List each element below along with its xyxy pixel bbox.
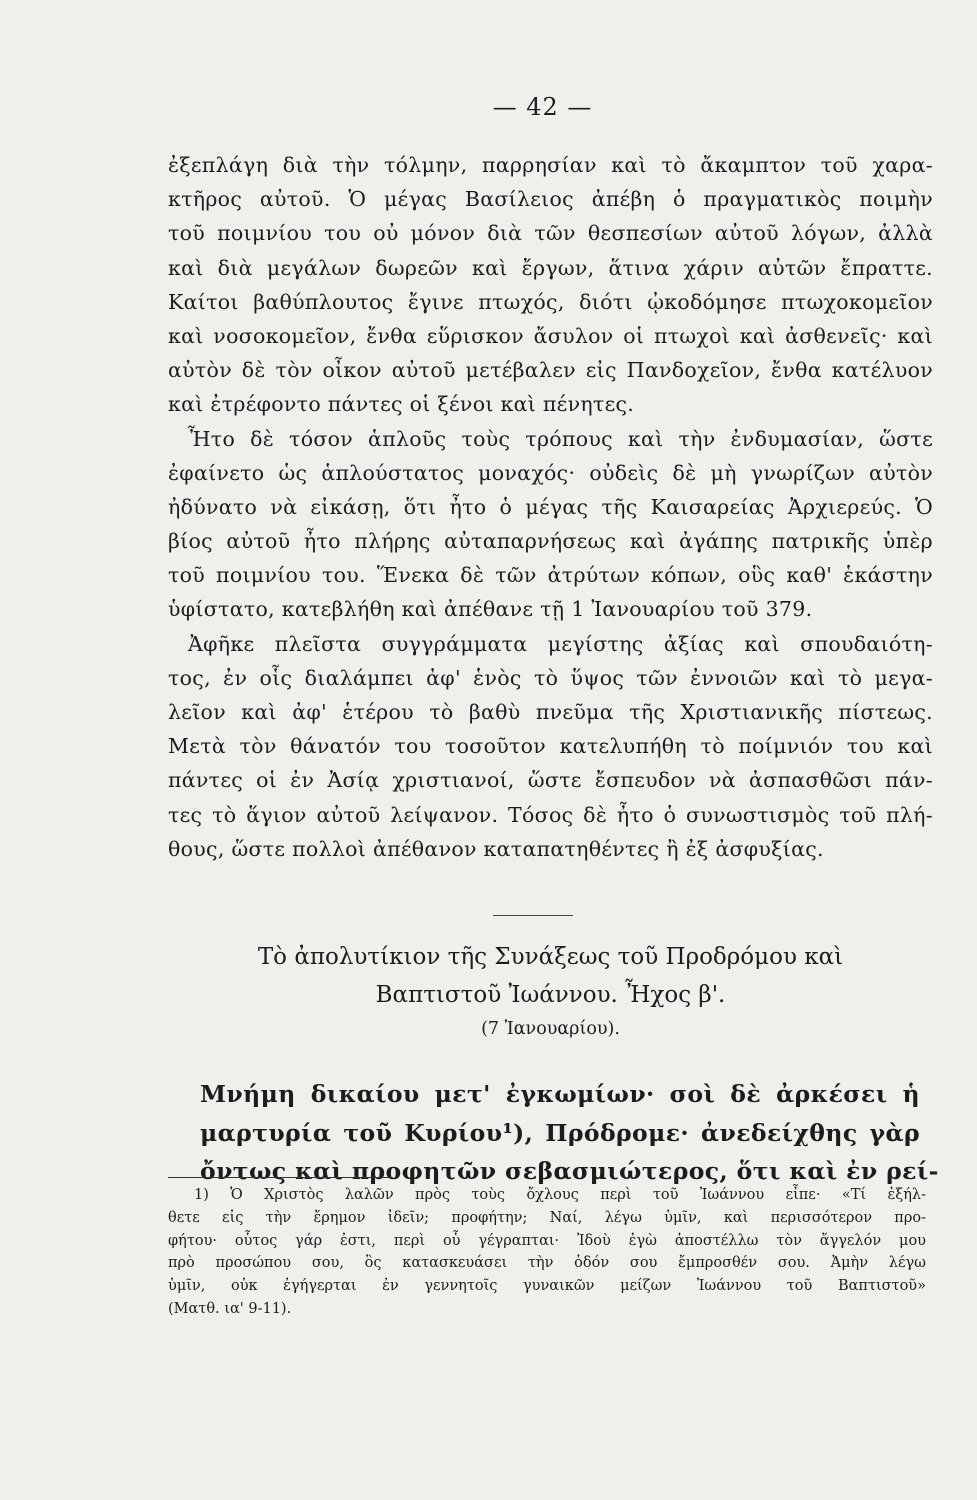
- body-line: καὶ νοσοκομεῖον, ἔνθα εὕρισκον ἄσυλον οἱ πτωχοὶ καὶ ἀσθενεῖς· καὶ: [168, 323, 933, 348]
- footnote-line: (Ματθ. ια' 9-11).: [168, 1300, 292, 1317]
- footnotes: [168, 1184, 926, 1321]
- footnote-line: πρὸ προσώπου σου, ὃς κατασκευάσει τὴν ὁδόν σου ἔμπροσθέν σου. Ἀμὴν λέγω: [168, 1255, 926, 1272]
- body-line: ἐξεπλάγη διὰ τὴν τόλμην, παρρησίαν καὶ τὸ ἄκαμπτον τοῦ χαρα-: [168, 153, 933, 177]
- hymn-title-line: Βαπτιστοῦ Ἰωάννου. Ἦχος β'.: [375, 982, 726, 1008]
- footnote-rule: [168, 1177, 393, 1178]
- body-line: κτῆρος αὐτοῦ. Ὁ μέγας Βασίλειος ἀπέβη ὁ πραγματικὸς ποιμὴν: [168, 187, 933, 212]
- body-line: πάντες οἱ ἐν Ἀσίᾳ χριστιανοί, ὥστε ἔσπευδον νὰ ἀσπασθῶσι πάν-: [168, 768, 933, 793]
- body-line: ὑφίστατο, κατεβλήθη καὶ ἀπέθανε τῇ 1 Ἰανουαρίου τοῦ 379.: [168, 597, 813, 622]
- body-line: τος, ἐν οἷς διαλάμπει ἀφ' ἑνὸς τὸ ὕψος τῶν ἐννοιῶν καὶ τὸ μεγα-: [168, 665, 933, 690]
- footnote-line: 1) Ὁ Χριστὸς λαλῶν πρὸς τοὺς ὄχλους περὶ τοῦ Ἰωάννου εἶπε· «Τί ἐξήλ-: [194, 1187, 926, 1203]
- body-line: αὐτὸν δὲ τὸν οἶκον αὐτοῦ μετέβαλεν εἰς Πανδοχεῖον, ἔνθα κατέλυον: [168, 358, 933, 383]
- body-line: καὶ ἐτρέφοντο πάντες οἱ ξένοι καὶ πένητες.: [168, 392, 635, 417]
- footnote-line: φήτου· οὗτος γάρ ἐστι, περὶ οὗ γέγραπται· Ἰδοὺ ἐγὼ ἀποστέλλω τὸν ἄγγελόν μου: [168, 1232, 926, 1249]
- body-line: τοῦ ποιμνίου του. Ἕνεκα δὲ τῶν ἀτρύτων κόπων, οὓς καθ' ἑκάστην: [168, 563, 933, 588]
- body-line: τες τὸ ἅγιον αὐτοῦ λείψανον. Τόσος δὲ ἦτο ὁ συνωστισμὸς τοῦ πλή-: [168, 802, 933, 827]
- hymn-title: [168, 938, 933, 1044]
- body-line: ἐφαίνετο ὡς ἁπλούστατος μοναχός· οὐδεὶς δὲ μὴ γνωρίζων αὐτὸν: [168, 460, 933, 485]
- body-line: Μετὰ τὸν θάνατόν του τοσοῦτον κατελυπήθη τὸ ποίμνιόν του καὶ: [168, 734, 933, 759]
- body-line: θους, ὥστε πολλοὶ ἀπέθανον καταπατηθέντες ἢ ἐξ ἀσφυξίας.: [168, 836, 824, 861]
- hymn-line: μαρτυρία τοῦ Κυρίου¹), Πρόδρομε· ἀνεδείχθης γὰρ: [200, 1118, 920, 1147]
- footnote-line: θετε εἰς τὴν ἔρημον ἰδεῖν; προφήτην; Ναί, λέγω ὑμῖν, καὶ περισσότερον προ-: [168, 1209, 926, 1226]
- body-line: Καίτοι βαθύπλουτος ἔγινε πτωχός, διότι ᾠκοδόμησε πτωχοκομεῖον: [168, 289, 933, 314]
- hymn-title-line: Τὸ ἀπολυτίκιον τῆς Συνάξεως τοῦ Προδρόμου καὶ: [257, 944, 844, 970]
- hymn-date: (7 Ἰανουαρίου).: [481, 1019, 620, 1039]
- body-text: [168, 148, 933, 866]
- body-line: τοῦ ποιμνίου του οὐ μόνον διὰ τῶν θεσπεσίων αὐτοῦ λόγων, ἀλλὰ: [168, 221, 933, 246]
- hymn-line: ὄντως καὶ προφητῶν σεβασμιώτερος, ὅτι καὶ ἐν ρεί-: [200, 1157, 939, 1185]
- hymn-text: [200, 1075, 939, 1191]
- body-line: καὶ διὰ μεγάλων δωρεῶν καὶ ἔργων, ἅτινα χάριν αὐτῶν ἔπραττε.: [168, 255, 933, 280]
- section-divider: [493, 915, 573, 916]
- page-number: — 42 —: [492, 93, 593, 121]
- body-line: Ἀφῆκε πλεῖστα συγγράμματα μεγίστης ἀξίας καὶ σπουδαιότη-: [188, 631, 933, 656]
- body-line: λεῖον καὶ ἀφ' ἑτέρου τὸ βαθὺ πνεῦμα τῆς Χριστιανικῆς πίστεως.: [168, 700, 933, 724]
- body-line: Ἦτο δὲ τόσον ἁπλοῦς τοὺς τρόπους καὶ τὴν ἐνδυμασίαν, ὥστε: [188, 426, 933, 451]
- hymn-line: Μνήμη δικαίου μετ' ἐγκωμίων· σοὶ δὲ ἀρκέσει ἡ: [200, 1080, 920, 1108]
- footnote-line: ὑμῖν, οὐκ ἐγήγερται ἐν γεννητοῖς γυναικῶν μείζων Ἰωάννου τοῦ Βαπτιστοῦ»: [168, 1278, 926, 1295]
- body-line: ἠδύνατο νὰ εἰκάσῃ, ὅτι ἦτο ὁ μέγας τῆς Καισαρείας Ἀρχιερεύς. Ὁ: [168, 494, 933, 519]
- body-line: βίος αὐτοῦ ἦτο πλήρης αὐταπαρνήσεως καὶ ἀγάπης πατρικῆς ὑπὲρ: [168, 529, 933, 554]
